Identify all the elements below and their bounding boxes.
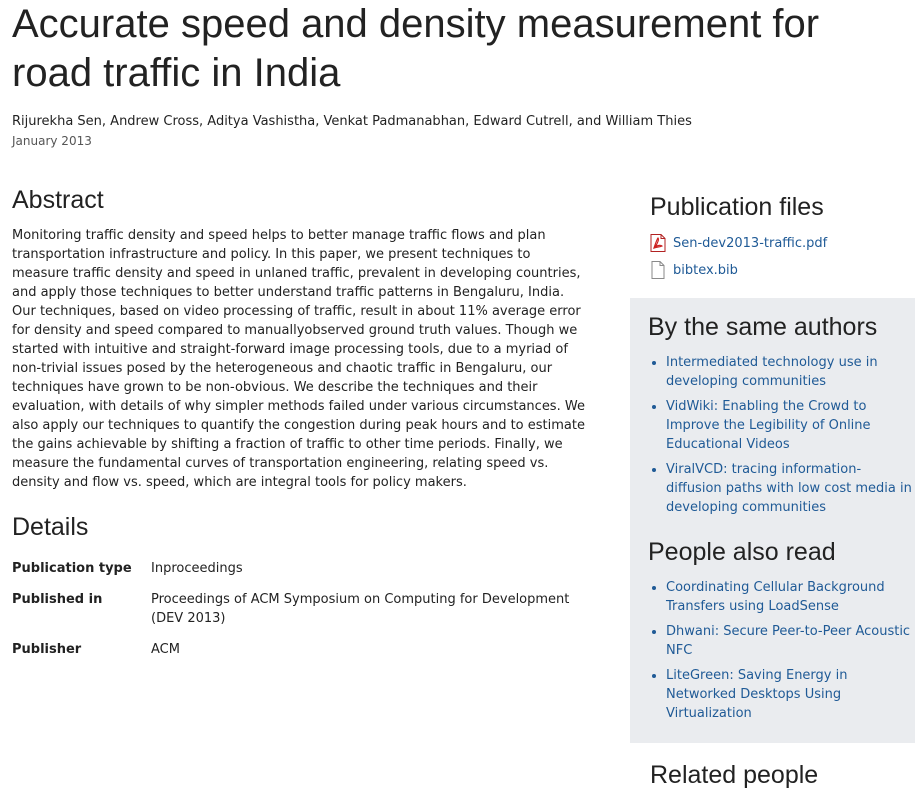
details-row-published-in xyxy=(12,590,592,628)
also-read-link[interactable]: Coordinating Cellular Background Transfers using LoadSense xyxy=(666,580,885,614)
related-sidebar xyxy=(630,298,915,743)
also-read-list xyxy=(648,578,915,729)
details-label: Published in xyxy=(12,592,103,607)
details-value: ACM xyxy=(151,642,180,657)
details-label: Publication type xyxy=(12,561,132,576)
related-people-heading: Related people xyxy=(650,761,819,789)
publication-date: January 2013 xyxy=(12,134,92,148)
details-value: Inproceedings xyxy=(151,561,243,576)
list-item xyxy=(666,622,915,660)
page-title: Accurate speed and density measurement for road traffic in India xyxy=(12,2,820,95)
file-item-bib xyxy=(650,260,827,280)
file-item-pdf xyxy=(650,233,827,253)
list-item xyxy=(666,666,915,723)
author-list: Rijurekha Sen, Andrew Cross, Aditya Vashistha, Venkat Padmanabhan, Edward Cutrell, and William Thies xyxy=(12,114,692,129)
list-item xyxy=(666,397,915,454)
details-value: Proceedings of ACM Symposium on Computing for Development (DEV 2013) xyxy=(151,592,570,626)
list-item xyxy=(666,578,915,616)
list-item xyxy=(666,460,915,517)
details-row-publication-type xyxy=(12,559,592,578)
same-authors-list xyxy=(648,353,915,523)
same-authors-link[interactable]: Intermediated technology use in developing communities xyxy=(666,355,878,389)
same-authors-link[interactable]: ViralVCD: tracing information-diffusion paths with low cost media in developing communities xyxy=(666,462,912,515)
details-table xyxy=(12,559,592,671)
also-read-heading: People also read xyxy=(648,538,836,566)
abstract-text: Monitoring traffic density and speed helps to better manage traffic flows and plan transportation infrastructure and policy. In this paper, we present techniques to measure traffic density and speed in unlaned traffic, prevalent in developing countries, and apply those techniques to better understand traffic patterns in Bengaluru, India. Our techniques, based on video processing of traffic, result in about 11% average error for density and speed compared to manuallyobserved ground truth values. Though we started with intuitive and straight-forward image processing tools, due to a myriad of non-trivial issues posed by the heterogeneous and chaotic traffic in Bengaluru, our techniques have grown to be non-obvious. We describe the techniques and their evaluation, with details of why simpler methods failed under various circumstances. We also apply our techniques to quantify the congestion during peak hours and to estimate the gains achievable by shifting a fraction of traffic to other time periods. Finally, we measure the fundamental curves of transportation engineering, relating speed vs. density and flow vs. speed, which are integral tools for policy makers. xyxy=(12,228,585,490)
details-heading: Details xyxy=(12,513,89,541)
abstract-heading: Abstract xyxy=(12,186,104,214)
file-link-bib[interactable]: bibtex.bib xyxy=(673,262,738,278)
publication-files-heading: Publication files xyxy=(650,193,824,221)
document-file-icon xyxy=(650,261,666,279)
also-read-link[interactable]: LiteGreen: Saving Energy in Networked Desktops Using Virtualization xyxy=(666,668,848,721)
same-authors-heading: By the same authors xyxy=(648,313,878,341)
same-authors-link[interactable]: VidWiki: Enabling the Crowd to Improve the Legibility of Online Educational Videos xyxy=(666,399,871,452)
pdf-file-icon xyxy=(650,234,666,252)
list-item xyxy=(666,353,915,391)
details-row-publisher xyxy=(12,640,592,659)
file-link-pdf[interactable]: Sen-dev2013-traffic.pdf xyxy=(673,235,828,251)
also-read-link[interactable]: Dhwani: Secure Peer-to-Peer Acoustic NFC xyxy=(666,624,911,658)
publication-files-list xyxy=(650,233,827,287)
details-label: Publisher xyxy=(12,642,82,657)
